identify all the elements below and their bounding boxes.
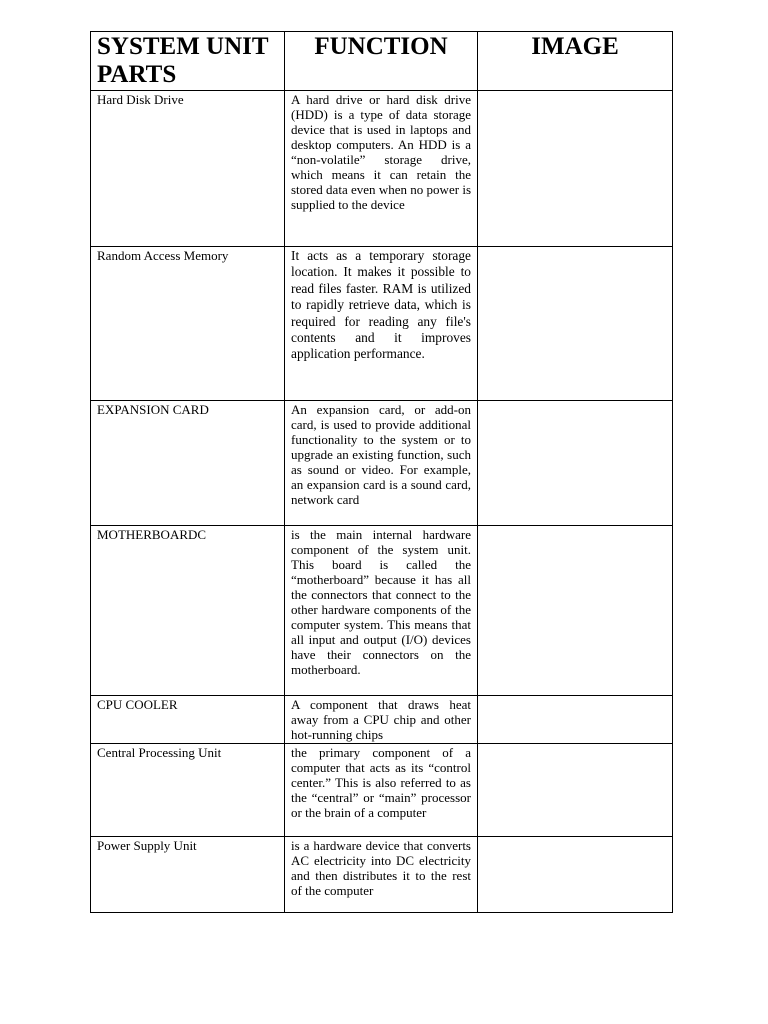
image-cell [478,744,673,837]
table-row [91,91,673,247]
part-name-cell: Random Access Memory [91,247,285,401]
function-cell: It acts as a temporary storage location. It makes it possible to read files faster. RAM is utilized to rapidly retrieve data, which is required for reading any file's contents and it improves application performance. [285,247,478,401]
table-row [91,401,673,526]
image-cell [478,91,673,247]
image-cell [478,401,673,526]
function-cell: is a hardware device that converts AC electricity into DC electricity and then distributes it to the rest of the computer [285,837,478,913]
part-name-cell: Power Supply Unit [91,837,285,913]
table-row [91,744,673,837]
table-row [91,526,673,696]
function-cell: An expansion card, or add-on card, is used to provide additional functionality to the system or to upgrade an existing function, such as sound or video. For example, an expansion card is a sound card, network card [285,401,478,526]
part-name-cell: MOTHERBOARDC [91,526,285,696]
header-image: IMAGE [478,32,673,91]
part-name-cell: CPU COOLER [91,696,285,744]
header-function: FUNCTION [285,32,478,91]
image-cell [478,837,673,913]
table-row [91,247,673,401]
function-cell: the primary component of a computer that acts as its “control center.” This is also referred to as the “central” or “main” processor or the brain of a computer [285,744,478,837]
function-cell: is the main internal hardware component of the system unit. This board is called the “motherboard” because it has all the connectors that connect to the other hardware components of the computer system. This means that all input and output (I/O) devices have their connectors on the motherboard. [285,526,478,696]
image-cell [478,696,673,744]
part-name-cell: Central Processing Unit [91,744,285,837]
header-parts: SYSTEM UNIT PARTS [91,32,285,91]
image-cell [478,526,673,696]
function-cell: A hard drive or hard disk drive (HDD) is a type of data storage device that is used in laptops and desktop computers. An HDD is a “non-volatile” storage drive, which means it can retain the stored data even when no power is supplied to the device [285,91,478,247]
function-cell: A component that draws heat away from a CPU chip and other hot-running chips [285,696,478,744]
part-name-cell: Hard Disk Drive [91,91,285,247]
system-unit-parts-table [90,31,673,913]
header-row [91,32,673,91]
table-row [91,696,673,744]
part-name-cell: EXPANSION CARD [91,401,285,526]
table-row [91,837,673,913]
image-cell [478,247,673,401]
